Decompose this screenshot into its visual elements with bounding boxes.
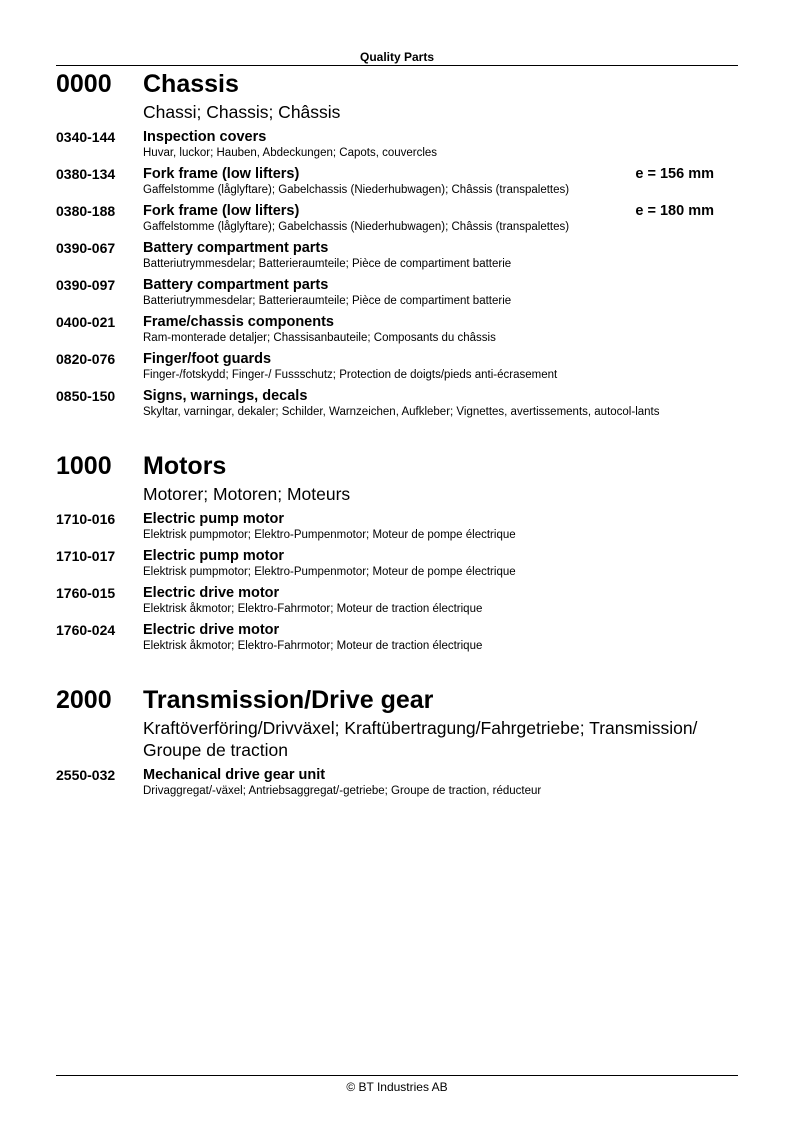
part-code: 1760-024 (56, 622, 116, 638)
part-title: Finger/foot guards (143, 351, 272, 367)
part-code: 0820-076 (56, 351, 116, 367)
page-header: Quality Parts (56, 50, 738, 66)
part-code: 1760-015 (56, 585, 116, 601)
part-code: 0380-188 (56, 203, 116, 219)
part-item (56, 621, 738, 654)
part-code: 2550-032 (56, 767, 116, 783)
part-title: Battery compartment parts (143, 277, 329, 293)
part-title: Battery compartment parts (143, 240, 329, 256)
part-item (56, 350, 738, 383)
part-description: Skyltar, varningar, dekaler; Schilder, Warnzeichen, Aufkleber; Vignettes, avertissements, autocol-lants (143, 406, 660, 418)
part-title: Mechanical drive gear unit (143, 767, 326, 783)
section-code: 0000 (56, 70, 112, 98)
section-title: Chassis (143, 70, 239, 98)
part-description: Elektrisk pumpmotor; Elektro-Pumpenmotor; Moteur de pompe électrique (143, 566, 516, 578)
section-title: Motors (143, 452, 227, 480)
section-transmission (56, 684, 738, 799)
part-code: 0400-021 (56, 314, 116, 330)
part-description: Elektrisk åkmotor; Elektro-Fahrmotor; Moteur de traction électrique (143, 603, 483, 615)
part-title: Frame/chassis components (143, 314, 334, 330)
part-note: e = 180 mm (635, 203, 714, 219)
part-title: Electric pump motor (143, 511, 284, 527)
part-description: Elektrisk pumpmotor; Elektro-Pumpenmotor; Moteur de pompe électrique (143, 529, 516, 541)
page-footer: © BT Industries AB (56, 1075, 738, 1094)
part-code: 1710-016 (56, 511, 116, 527)
part-description: Gaffelstomme (låglyftare); Gabelchassis (Niederhubwagen); Châssis (transpalettes) (143, 221, 570, 233)
part-title: Fork frame (low lifters) (143, 203, 300, 219)
part-code: 0390-067 (56, 240, 116, 256)
part-description: Huvar, luckor; Hauben, Abdeckungen; Capots, couvercles (143, 147, 438, 159)
part-title: Inspection covers (143, 129, 267, 145)
part-code: 0850-150 (56, 388, 116, 404)
section-subtitle: Kraftöverföring/Drivväxel; Kraftübertragung/Fahrgetriebe; Transmission/ Groupe de traction (143, 718, 698, 760)
part-description: Batteriutrymmesdelar; Batterieraumteile; Pièce de compartiment batterie (143, 295, 512, 307)
part-code: 0340-144 (56, 129, 116, 145)
part-note: e = 156 mm (635, 166, 714, 182)
part-item (56, 510, 738, 543)
section-subtitle: Chassi; Chassis; Châssis (143, 102, 341, 122)
section-chassis (56, 68, 738, 420)
part-item (56, 276, 738, 309)
part-title: Electric drive motor (143, 585, 280, 601)
part-item (56, 313, 738, 346)
section-code: 1000 (56, 452, 112, 480)
section-code: 2000 (56, 686, 112, 714)
part-title: Signs, warnings, decals (143, 388, 308, 404)
part-item (56, 766, 738, 799)
parts-catalog (56, 68, 738, 829)
part-item (56, 128, 738, 161)
section-title: Transmission/Drive gear (143, 686, 434, 714)
part-title: Fork frame (low lifters) (143, 166, 300, 182)
part-description: Drivaggregat/-växel; Antriebsaggregat/-getriebe; Groupe de traction, réducteur (143, 785, 542, 797)
part-item (56, 584, 738, 617)
part-description: Finger-/fotskydd; Finger-/ Fussschutz; Protection de doigts/pieds anti-écrasement (143, 369, 558, 381)
part-description: Gaffelstomme (låglyftare); Gabelchassis (Niederhubwagen); Châssis (transpalettes) (143, 184, 570, 196)
part-description: Elektrisk åkmotor; Elektro-Fahrmotor; Moteur de traction électrique (143, 640, 483, 652)
section-motors (56, 450, 738, 654)
section-subtitle: Motorer; Motoren; Moteurs (143, 484, 351, 504)
part-item (56, 387, 738, 420)
part-item (56, 202, 738, 235)
part-title: Electric pump motor (143, 548, 284, 564)
part-item (56, 547, 738, 580)
part-description: Batteriutrymmesdelar; Batterieraumteile; Pièce de compartiment batterie (143, 258, 512, 270)
part-description: Ram-monterade detaljer; Chassisanbauteile; Composants du châssis (143, 332, 496, 344)
part-code: 1710-017 (56, 548, 116, 564)
part-title: Electric drive motor (143, 622, 280, 638)
part-item (56, 165, 738, 198)
part-item (56, 239, 738, 272)
part-code: 0380-134 (56, 166, 116, 182)
part-code: 0390-097 (56, 277, 116, 293)
